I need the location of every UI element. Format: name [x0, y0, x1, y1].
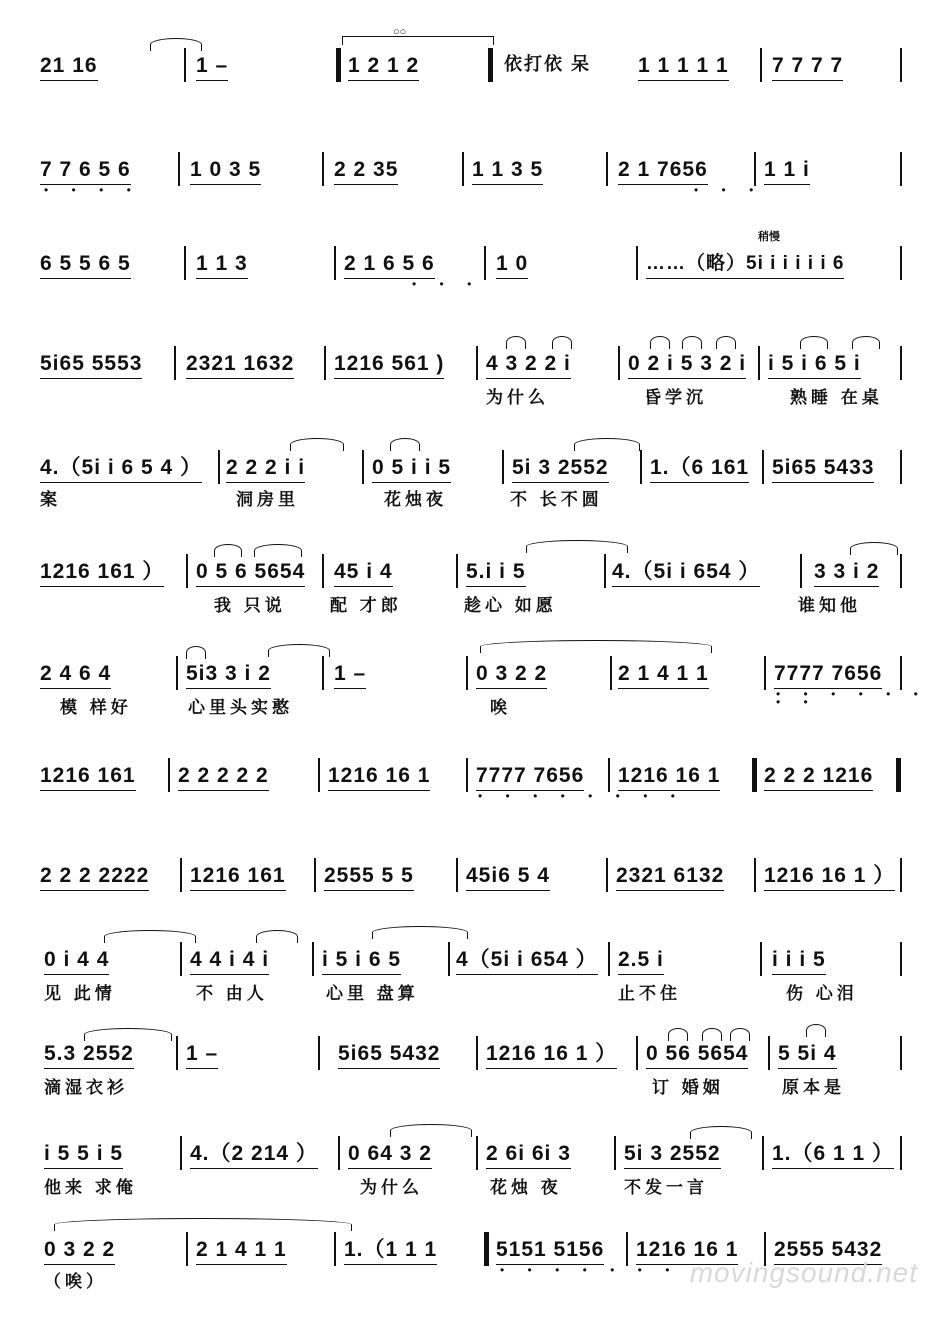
- measure: 6 5 5 6 5: [40, 252, 131, 275]
- measure: 5i65 5432: [338, 1042, 441, 1065]
- measure: 1216 16 1 ）: [486, 1042, 618, 1065]
- barline: [456, 554, 458, 588]
- barline: [608, 758, 610, 792]
- slur: [390, 438, 420, 451]
- barline: [768, 1036, 770, 1070]
- barline: [334, 1232, 336, 1266]
- measure: 1.（1 1 1: [344, 1238, 438, 1261]
- score-line-11: [0, 1018, 928, 1128]
- score-line-6: [0, 538, 928, 648]
- measure: 5 5i 4: [778, 1042, 837, 1065]
- spoken-lyric: 依打依 呆: [504, 54, 592, 74]
- score-line-4: [0, 330, 928, 440]
- slur: [54, 1218, 352, 1231]
- barline: [900, 942, 902, 976]
- watermark: movingsound.net: [689, 1257, 918, 1288]
- barline: [762, 450, 764, 484]
- measure: 0 i 4 4: [44, 948, 110, 971]
- lyric: 订 婚姻: [652, 1078, 724, 1097]
- barline: [338, 1136, 340, 1170]
- barline: [318, 1036, 320, 1070]
- barline: [484, 246, 486, 280]
- measure: 2 1 4 1 1: [196, 1238, 287, 1261]
- barline: [636, 1036, 638, 1070]
- barline: [462, 152, 464, 186]
- barline: [900, 152, 902, 186]
- measure: 1 1 i: [764, 158, 810, 181]
- lyric: 花烛 夜: [490, 1178, 562, 1197]
- barline: [322, 554, 324, 588]
- measure: 0 5 i i 5: [372, 456, 452, 479]
- slur: [702, 1028, 722, 1041]
- slur: [268, 644, 330, 657]
- barline: [900, 1136, 902, 1170]
- measure: 1216 16 1: [618, 764, 721, 787]
- measure: 5.3 2552: [44, 1042, 134, 1065]
- measure: 0 3 2 2: [44, 1238, 116, 1261]
- measure: 1 1 3 5: [472, 158, 544, 181]
- measure: 1.（6 161: [650, 456, 750, 479]
- measure: 1 0 3 5: [190, 158, 262, 181]
- barline: [168, 758, 170, 792]
- measure: 2 2 2 1216: [764, 764, 874, 787]
- barline: [760, 942, 762, 976]
- barline: [760, 48, 762, 82]
- slur: [800, 336, 828, 349]
- score-line-8: [0, 742, 928, 852]
- barline: [362, 450, 364, 484]
- measure: i i i 5: [772, 948, 826, 971]
- slur: [552, 336, 572, 349]
- slur: [256, 930, 298, 943]
- measure: 1216 16 1: [328, 764, 431, 787]
- lyric: 不 由人: [196, 984, 268, 1003]
- barline: [180, 858, 182, 892]
- barline: [610, 656, 612, 690]
- lyric: 不 长不圆: [510, 490, 603, 509]
- barline: [218, 450, 220, 484]
- measure: 1 0: [496, 252, 529, 275]
- barline: [186, 554, 188, 588]
- low-octave-dots: • • • • • • •: [500, 1263, 680, 1277]
- measure: 1 –: [196, 54, 229, 77]
- measure: 3 3 i 2: [814, 560, 880, 583]
- measure: 2321 6132: [616, 864, 725, 887]
- barline: [312, 942, 314, 976]
- barline: [176, 656, 178, 690]
- barline: [476, 346, 478, 380]
- barline: [640, 450, 642, 484]
- slur: [668, 1028, 688, 1041]
- measure: 5i 3 2552: [624, 1142, 721, 1165]
- measure: 1 1 3: [196, 252, 248, 275]
- barline: [626, 1232, 628, 1266]
- volta-bracket: [342, 36, 494, 45]
- barline: [448, 942, 450, 976]
- lyric: 原本是: [782, 1078, 845, 1097]
- tempo-marking: 稍慢: [758, 231, 780, 243]
- barline: [614, 1136, 616, 1170]
- barline: [466, 758, 468, 792]
- measure: 0 56 5654: [646, 1042, 749, 1065]
- barline: [184, 48, 186, 82]
- lyric: 花烛夜: [384, 490, 447, 509]
- slur: [806, 1024, 826, 1037]
- measure: 45 i 4: [334, 560, 393, 583]
- lyric: （唉）: [44, 1272, 107, 1291]
- measure: 5i65 5433: [772, 456, 875, 479]
- lyric: 洞房里: [236, 490, 299, 509]
- measure: 2 4 6 4: [40, 662, 112, 685]
- slur: [852, 336, 880, 349]
- barline: [764, 656, 766, 690]
- barline: [762, 1136, 764, 1170]
- measure: 0 3 2 2: [476, 662, 548, 685]
- measure: 2 2 2 i i: [226, 456, 306, 479]
- measure: i 5 i 6 5: [322, 948, 402, 971]
- barline: [606, 152, 608, 186]
- barline: [636, 246, 638, 280]
- measure: 0 5 6 5654: [196, 560, 306, 583]
- repeat-start-barline: [336, 48, 341, 82]
- score-line-5: [0, 434, 928, 544]
- measure: 7777 7656: [476, 764, 585, 787]
- barline: [314, 858, 316, 892]
- slur: [730, 1028, 750, 1041]
- slur: [150, 38, 202, 51]
- barline: [180, 942, 182, 976]
- repeat-end-barline: [488, 48, 493, 82]
- lyric: 模 样好: [60, 698, 132, 717]
- low-octave-dots: • • • • • • • •: [776, 687, 928, 709]
- slur: [850, 542, 898, 555]
- barline: [900, 1036, 902, 1070]
- score-line-12: [0, 1118, 928, 1228]
- lyric: 伤 心泪: [786, 984, 858, 1003]
- lyric: 为什么: [360, 1178, 423, 1197]
- barline: [476, 1036, 478, 1070]
- barline: [754, 152, 756, 186]
- measure: 2 6i 6i 3: [486, 1142, 571, 1165]
- barline: [174, 346, 176, 380]
- barline: [184, 246, 186, 280]
- measure: 21 16: [40, 54, 98, 77]
- measure: 0 2 i 5 3 2 i: [628, 352, 747, 375]
- measure: 2555 5432: [774, 1238, 883, 1261]
- slur: [104, 930, 196, 943]
- measure: i 5 i 6 5 i: [768, 352, 861, 375]
- measure: 2 1 6 5 6: [344, 252, 435, 275]
- barline: [606, 858, 608, 892]
- slur: [506, 336, 526, 349]
- lyric: 不发一言: [624, 1178, 708, 1197]
- measure: 2 1 7656: [618, 158, 708, 181]
- measure: 1216 561 ): [334, 352, 445, 375]
- low-octave-dots: • • •: [412, 277, 482, 291]
- measure: 2 1 4 1 1: [618, 662, 709, 685]
- score-line-2: [0, 104, 928, 214]
- barline: [318, 758, 320, 792]
- measure: 1 1 1 1 1: [638, 54, 729, 77]
- lyric: 唉: [490, 698, 511, 717]
- lyric: 心里头实憨: [188, 698, 293, 717]
- barline: [466, 656, 468, 690]
- measure: 45i6 5 4: [466, 864, 550, 887]
- low-octave-dots: • • •: [694, 183, 764, 197]
- lyric: 滴湿衣衫: [44, 1078, 128, 1097]
- barline: [758, 346, 760, 380]
- lyric: 谁知他: [798, 596, 861, 615]
- barline: [900, 554, 902, 588]
- repeat-start-barline: [484, 1232, 489, 1266]
- slur: [214, 544, 242, 557]
- slur: [650, 336, 670, 349]
- barline: [604, 554, 606, 588]
- measure: 4 4 i 4 i: [190, 948, 270, 971]
- measure: ……（略）5i i i i i i 6: [646, 253, 845, 274]
- barline: [180, 1136, 182, 1170]
- barline: [186, 1232, 188, 1266]
- lyric: 配 才郎: [330, 596, 402, 615]
- measure: 5i3 3 i 2: [186, 662, 271, 685]
- slur: [254, 544, 302, 557]
- lyric: 昏学沉: [644, 388, 707, 407]
- lyric: 他来 求俺: [44, 1178, 137, 1197]
- lyric: 见 此情: [44, 984, 116, 1003]
- measure: 5i65 5553: [40, 352, 143, 375]
- measure: 4.（5i i 6 5 4 ）: [40, 456, 203, 479]
- slur: [574, 438, 640, 451]
- lyric: 我 只说: [214, 596, 286, 615]
- measure: 1216 16 1 ）: [764, 864, 896, 887]
- barline: [900, 48, 902, 82]
- barline: [334, 246, 336, 280]
- slur: [290, 438, 344, 451]
- measure: 4.（2 214 ）: [190, 1142, 318, 1165]
- barline: [322, 656, 324, 690]
- volta-mark: ○○: [393, 26, 407, 38]
- lyric: 熟睡 在桌: [790, 388, 883, 407]
- slur: [690, 1126, 752, 1139]
- slur: [526, 540, 628, 553]
- barline: [324, 346, 326, 380]
- barline: [502, 450, 504, 484]
- slur: [372, 926, 468, 939]
- lyric: 止不住: [618, 984, 681, 1003]
- measure: 4.（5i i 654 ）: [612, 560, 761, 583]
- barline: [176, 1036, 178, 1070]
- barline: [900, 346, 902, 380]
- low-octave-dots: • • • • • • • •: [478, 789, 685, 803]
- measure: 2 2 35: [334, 158, 399, 181]
- score-line-3: [0, 216, 928, 326]
- barline: [800, 554, 802, 588]
- lyric: 趁心 如愿: [464, 596, 557, 615]
- slur: [716, 336, 736, 349]
- measure: 1 2 1 2: [348, 54, 420, 77]
- repeat-end-barline: [896, 758, 901, 792]
- slur: [84, 1028, 172, 1041]
- measure: 1216 161: [40, 764, 136, 787]
- barline: [900, 656, 902, 690]
- measure: 2.5 i: [618, 948, 664, 971]
- measure: 0 64 3 2: [348, 1142, 432, 1165]
- barline: [456, 858, 458, 892]
- measure: 4 3 2 2 i: [486, 352, 571, 375]
- measure: 1 –: [334, 662, 367, 685]
- lyric: 为什么: [486, 388, 549, 407]
- measure: 1216 16 1: [636, 1238, 739, 1261]
- slur: [186, 646, 206, 659]
- measure: 2 2 2 2222: [40, 864, 150, 887]
- measure: 2555 5 5: [324, 864, 414, 887]
- low-octave-dots: • • • •: [44, 183, 141, 197]
- measure: 1216 161 ）: [40, 560, 165, 583]
- lyric: 案: [40, 490, 61, 509]
- measure: 4（5i i 654 ）: [456, 948, 598, 971]
- repeat-start-barline: [752, 758, 757, 792]
- barline: [754, 858, 756, 892]
- barline: [900, 858, 902, 892]
- barline: [900, 246, 902, 280]
- score-line-7: [0, 640, 928, 750]
- barline: [178, 152, 180, 186]
- measure: 7 7 6 5 6: [40, 158, 131, 181]
- score-line-1: [0, 0, 928, 110]
- barline: [608, 942, 610, 976]
- measure: i 5 5 i 5: [44, 1142, 124, 1165]
- measure: 1216 161: [190, 864, 286, 887]
- slur: [480, 640, 712, 653]
- barline: [476, 1136, 478, 1170]
- measure: 5i 3 2552: [512, 456, 609, 479]
- barline: [900, 450, 902, 484]
- slur: [390, 1124, 472, 1137]
- measure: 5151 5156: [496, 1238, 605, 1261]
- measure: 2 2 2 2 2: [178, 764, 269, 787]
- measure: 7 7 7 7: [772, 54, 844, 77]
- measure: 7777 7656: [774, 662, 883, 685]
- measure: 1 –: [186, 1042, 219, 1065]
- measure: 2321 1632: [186, 352, 295, 375]
- barline: [618, 346, 620, 380]
- measure: 1.（6 1 1 ）: [772, 1142, 895, 1165]
- lyric: 心里 盘算: [326, 984, 419, 1003]
- slur: [682, 336, 702, 349]
- measure: 5.i i 5: [466, 560, 526, 583]
- barline: [322, 152, 324, 186]
